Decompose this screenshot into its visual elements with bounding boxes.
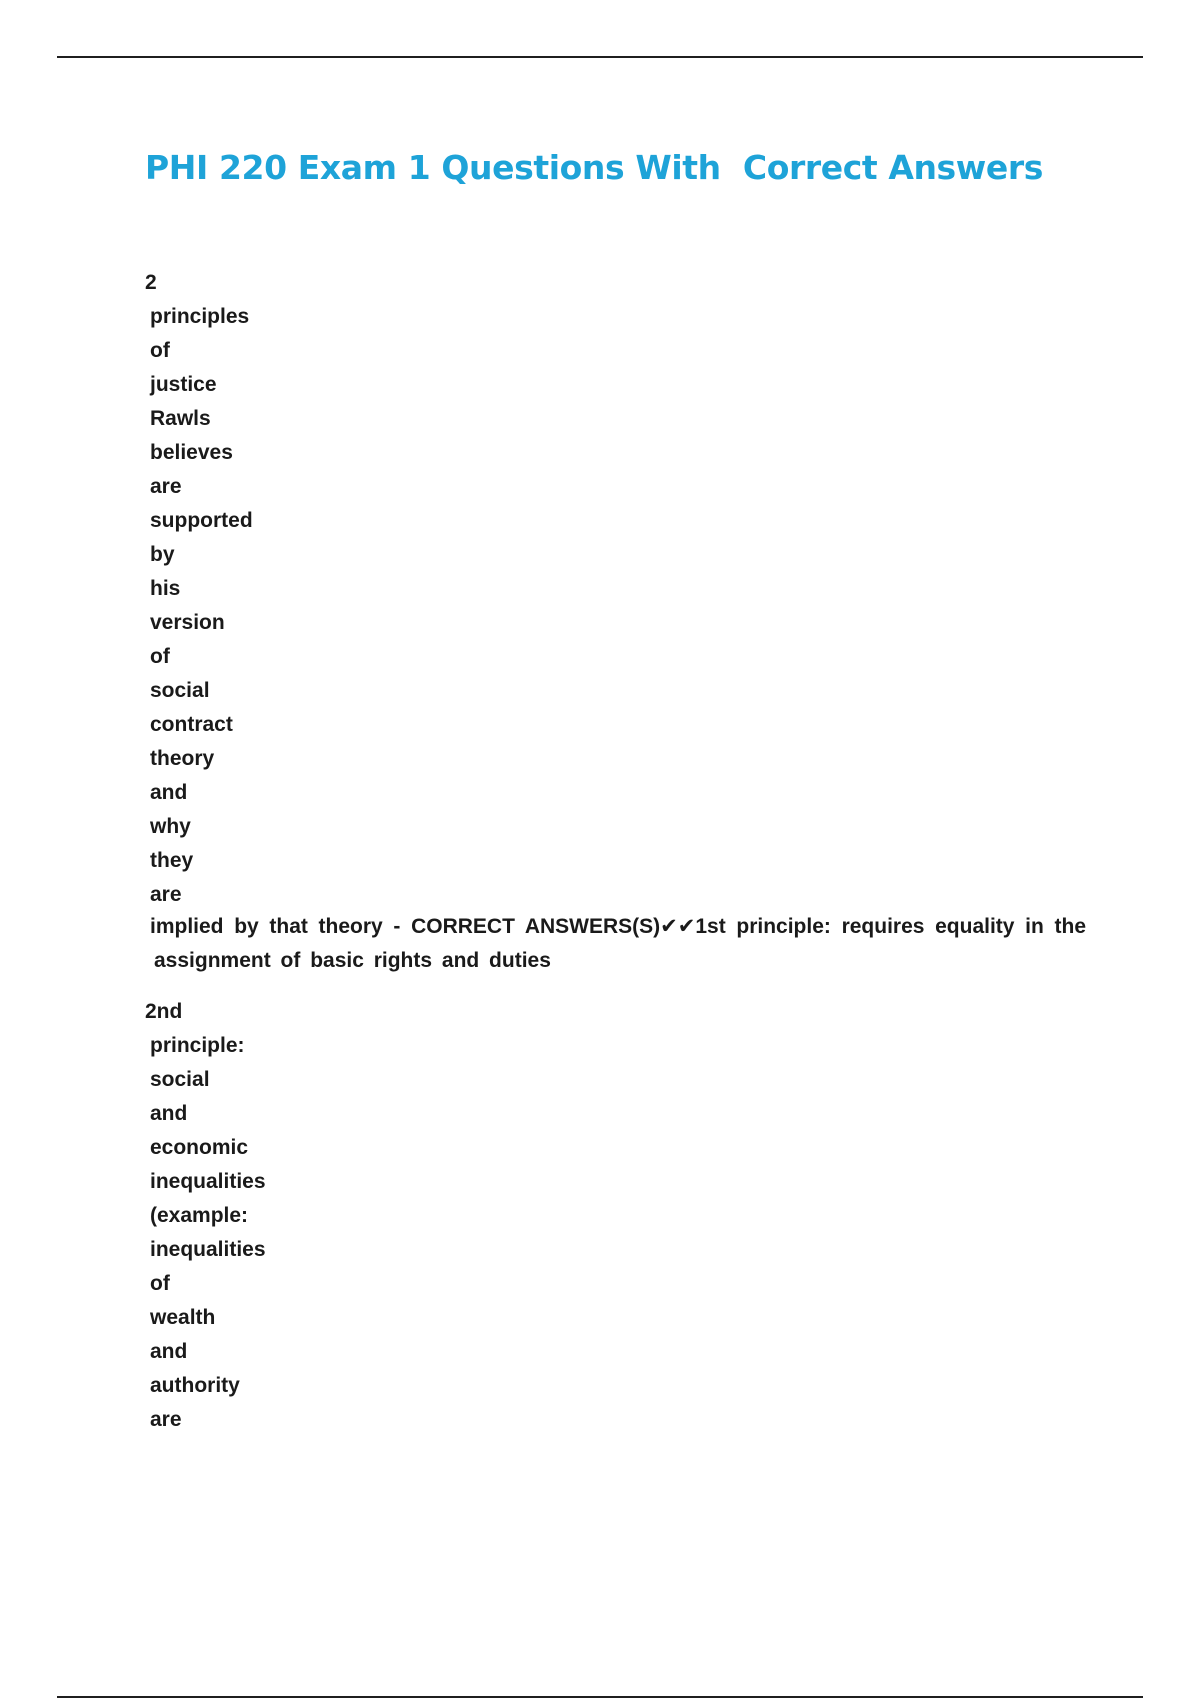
question-word: by bbox=[150, 543, 175, 566]
second-principle-heading: 2nd bbox=[145, 1000, 183, 1023]
question-word: supported bbox=[150, 509, 253, 532]
second-principle-word: and bbox=[150, 1340, 188, 1363]
question-word: his bbox=[150, 577, 181, 600]
second-principle-word: are bbox=[150, 1408, 182, 1431]
second-principle-word: authority bbox=[150, 1374, 240, 1397]
question-word: they bbox=[150, 849, 194, 872]
question-word: contract bbox=[150, 713, 233, 736]
question-word: believes bbox=[150, 441, 233, 464]
question-block bbox=[145, 266, 253, 912]
top-rule bbox=[57, 56, 1143, 58]
second-principle-block bbox=[145, 995, 266, 1437]
question-number: 2 bbox=[145, 271, 157, 294]
second-principle-word: wealth bbox=[150, 1306, 216, 1329]
question-word: why bbox=[150, 815, 191, 838]
question-word: version bbox=[150, 611, 225, 634]
question-word: of bbox=[150, 645, 170, 668]
second-principle-word: and bbox=[150, 1102, 188, 1125]
question-word: are bbox=[150, 883, 182, 906]
question-word: principles bbox=[150, 305, 250, 328]
bottom-rule bbox=[57, 1696, 1143, 1698]
second-principle-word: inequalities bbox=[150, 1170, 266, 1193]
question-word: justice bbox=[150, 373, 217, 396]
question-word: theory bbox=[150, 747, 215, 770]
second-principle-word: of bbox=[150, 1272, 170, 1295]
question-word: and bbox=[150, 781, 188, 804]
answer-block bbox=[150, 910, 1086, 978]
second-principle-word: (example: bbox=[150, 1204, 249, 1227]
second-principle-word: social bbox=[150, 1068, 210, 1091]
document-title: PHI 220 Exam 1 Questions With Correct Answers bbox=[145, 148, 1043, 187]
second-principle-word: economic bbox=[150, 1136, 249, 1159]
question-word: of bbox=[150, 339, 170, 362]
question-word: Rawls bbox=[150, 407, 211, 430]
answer-line: implied by that theory - CORRECT ANSWERS(S)✔✔1st principle: requires equality in the bbox=[150, 915, 1086, 938]
second-principle-word: inequalities bbox=[150, 1238, 266, 1261]
answer-line: assignment of basic rights and duties bbox=[154, 949, 551, 972]
second-principle-word: principle: bbox=[150, 1034, 245, 1057]
question-word: are bbox=[150, 475, 182, 498]
question-word: social bbox=[150, 679, 210, 702]
